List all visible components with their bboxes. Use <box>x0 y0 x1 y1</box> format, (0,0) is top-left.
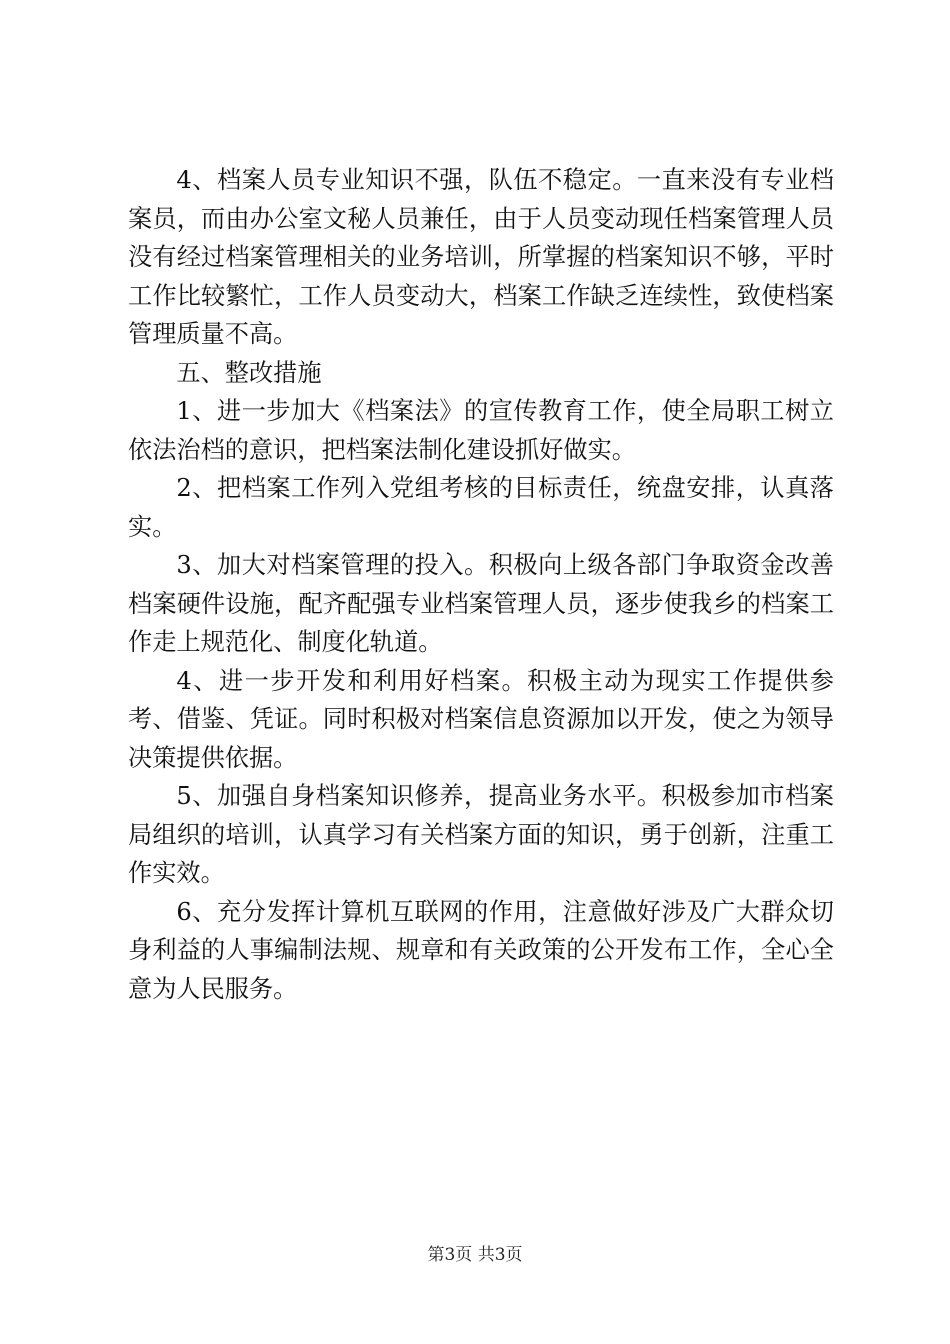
page-number-footer: 第3页 共3页 <box>427 1245 523 1265</box>
paragraph-measure-2: 2、把档案工作列入党组考核的目标责任，统盘安排，认真落实。 <box>128 474 834 541</box>
paragraph-measure-5: 5、加强自身档案知识修养，提高业务水平。积极参加市档案局组织的培训，认真学习有关档案方面的知识，勇于创新，注重工作实效。 <box>128 782 834 887</box>
section-heading-rectification: 五、整改措施 <box>176 358 322 387</box>
paragraph-measure-1: 1、进一步加大《档案法》的宣传教育工作，使全局职工树立依法治档的意识，把档案法制化建设抓好做实。 <box>128 397 834 464</box>
paragraph-measure-4: 4、进一步开发和利用好档案。积极主动为现实工作提供参考、借鉴、凭证。同时积极对档案信息资源加以开发，使之为领导决策提供依据。 <box>128 666 834 772</box>
paragraph-measure-6: 6、充分发挥计算机互联网的作用，注意做好涉及广大群众切身利益的人事编制法规、规章和有关政策的公开发布工作，全心全意为人民服务。 <box>128 897 834 1003</box>
document-body <box>128 161 834 1008</box>
paragraph-measure-3: 3、加大对档案管理的投入。积极向上级各部门争取资金改善档案硬件设施，配齐配强专业档案管理人员，逐步使我乡的档案工作走上规范化、制度化轨道。 <box>128 551 834 656</box>
paragraph-staff-issue: 4、档案人员专业知识不强，队伍不稳定。一直来没有专业档案员，而由办公室文秘人员兼任，由于人员变动现任档案管理人员没有经过档案管理相关的业务培训，所掌握的档案知识不够，平时工作比较繁忙，工作人员变动大，档案工作缺乏连续性，致使档案管理质量不高。 <box>128 166 834 348</box>
